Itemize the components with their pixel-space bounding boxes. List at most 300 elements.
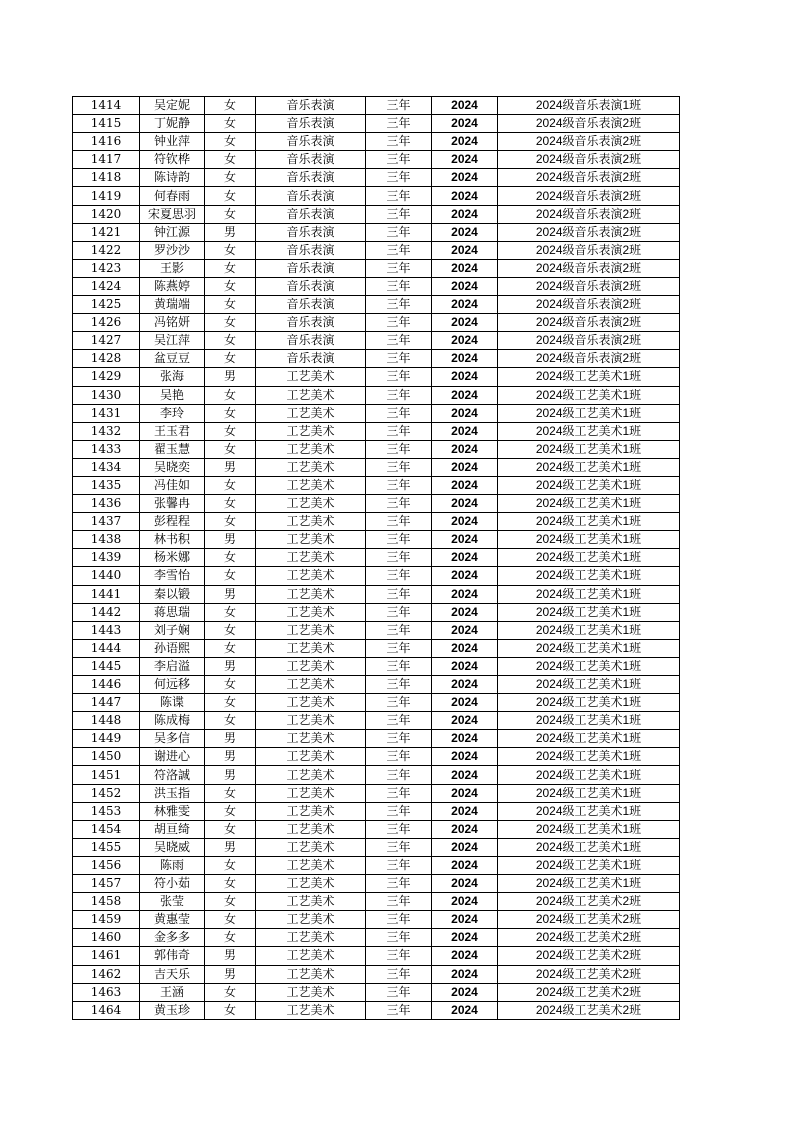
enrollment-year-cell: 2024 [432, 639, 498, 657]
student-number-cell: 1464 [73, 1001, 140, 1019]
enrollment-year-cell: 2024 [432, 856, 498, 874]
table-row [73, 151, 680, 169]
student-number-cell: 1423 [73, 259, 140, 277]
student-number-cell: 1429 [73, 368, 140, 386]
duration-cell: 三年 [366, 205, 432, 223]
student-name-cell: 彭程程 [140, 513, 205, 531]
gender-cell: 女 [205, 929, 256, 947]
student-roster-table [72, 96, 680, 1020]
enrollment-year-cell: 2024 [432, 929, 498, 947]
major-cell: 工艺美术 [256, 712, 366, 730]
gender-cell: 女 [205, 241, 256, 259]
student-number-cell: 1428 [73, 350, 140, 368]
major-cell: 音乐表演 [256, 277, 366, 295]
gender-cell: 女 [205, 802, 256, 820]
table-row [73, 730, 680, 748]
class-name-cell: 2024级工艺美术1班 [498, 766, 680, 784]
enrollment-year-cell: 2024 [432, 368, 498, 386]
duration-cell: 三年 [366, 893, 432, 911]
gender-cell: 男 [205, 657, 256, 675]
class-name-cell: 2024级工艺美术1班 [498, 549, 680, 567]
student-name-cell: 钟江源 [140, 223, 205, 241]
enrollment-year-cell: 2024 [432, 893, 498, 911]
student-name-cell: 冯铭妍 [140, 314, 205, 332]
student-name-cell: 张莹 [140, 893, 205, 911]
gender-cell: 女 [205, 603, 256, 621]
gender-cell: 男 [205, 531, 256, 549]
student-name-cell: 陈诗韵 [140, 169, 205, 187]
gender-cell: 女 [205, 97, 256, 115]
class-name-cell: 2024级音乐表演2班 [498, 151, 680, 169]
major-cell: 工艺美术 [256, 911, 366, 929]
table-row [73, 115, 680, 133]
student-name-cell: 陈燕婷 [140, 277, 205, 295]
table-row [73, 495, 680, 513]
table-row [73, 549, 680, 567]
student-name-cell: 吴多信 [140, 730, 205, 748]
duration-cell: 三年 [366, 458, 432, 476]
enrollment-year-cell: 2024 [432, 332, 498, 350]
table-row [73, 766, 680, 784]
class-name-cell: 2024级工艺美术1班 [498, 440, 680, 458]
student-number-cell: 1454 [73, 820, 140, 838]
student-name-cell: 林书积 [140, 531, 205, 549]
class-name-cell: 2024级工艺美术1班 [498, 712, 680, 730]
class-name-cell: 2024级工艺美术2班 [498, 947, 680, 965]
table-row [73, 893, 680, 911]
table-row [73, 368, 680, 386]
enrollment-year-cell: 2024 [432, 223, 498, 241]
table-row [73, 241, 680, 259]
enrollment-year-cell: 2024 [432, 495, 498, 513]
major-cell: 工艺美术 [256, 404, 366, 422]
class-name-cell: 2024级工艺美术1班 [498, 621, 680, 639]
student-name-cell: 丁妮静 [140, 115, 205, 133]
enrollment-year-cell: 2024 [432, 911, 498, 929]
enrollment-year-cell: 2024 [432, 133, 498, 151]
duration-cell: 三年 [366, 422, 432, 440]
table-row [73, 983, 680, 1001]
major-cell: 音乐表演 [256, 241, 366, 259]
student-name-cell: 蒋思瑞 [140, 603, 205, 621]
duration-cell: 三年 [366, 332, 432, 350]
gender-cell: 女 [205, 495, 256, 513]
class-name-cell: 2024级音乐表演2班 [498, 277, 680, 295]
class-name-cell: 2024级工艺美术1班 [498, 748, 680, 766]
gender-cell: 女 [205, 133, 256, 151]
major-cell: 音乐表演 [256, 350, 366, 368]
duration-cell: 三年 [366, 748, 432, 766]
major-cell: 音乐表演 [256, 296, 366, 314]
major-cell: 工艺美术 [256, 983, 366, 1001]
class-name-cell: 2024级工艺美术1班 [498, 422, 680, 440]
student-number-cell: 1440 [73, 567, 140, 585]
class-name-cell: 2024级音乐表演2班 [498, 259, 680, 277]
enrollment-year-cell: 2024 [432, 1001, 498, 1019]
gender-cell: 男 [205, 965, 256, 983]
class-name-cell: 2024级音乐表演2班 [498, 115, 680, 133]
table-row [73, 621, 680, 639]
major-cell: 工艺美术 [256, 476, 366, 494]
major-cell: 音乐表演 [256, 151, 366, 169]
duration-cell: 三年 [366, 368, 432, 386]
student-number-cell: 1456 [73, 856, 140, 874]
enrollment-year-cell: 2024 [432, 386, 498, 404]
table-row [73, 676, 680, 694]
duration-cell: 三年 [366, 694, 432, 712]
student-name-cell: 孙语熙 [140, 639, 205, 657]
enrollment-year-cell: 2024 [432, 748, 498, 766]
gender-cell: 男 [205, 585, 256, 603]
duration-cell: 三年 [366, 259, 432, 277]
gender-cell: 女 [205, 549, 256, 567]
major-cell: 工艺美术 [256, 531, 366, 549]
table-row [73, 965, 680, 983]
enrollment-year-cell: 2024 [432, 169, 498, 187]
duration-cell: 三年 [366, 983, 432, 1001]
gender-cell: 男 [205, 748, 256, 766]
class-name-cell: 2024级工艺美术1班 [498, 657, 680, 675]
gender-cell: 女 [205, 694, 256, 712]
major-cell: 工艺美术 [256, 603, 366, 621]
student-name-cell: 胡亘绮 [140, 820, 205, 838]
student-number-cell: 1430 [73, 386, 140, 404]
table-row [73, 476, 680, 494]
class-name-cell: 2024级工艺美术1班 [498, 694, 680, 712]
student-number-cell: 1448 [73, 712, 140, 730]
class-name-cell: 2024级音乐表演2班 [498, 296, 680, 314]
enrollment-year-cell: 2024 [432, 187, 498, 205]
student-number-cell: 1451 [73, 766, 140, 784]
student-number-cell: 1436 [73, 495, 140, 513]
class-name-cell: 2024级工艺美术1班 [498, 603, 680, 621]
student-number-cell: 1420 [73, 205, 140, 223]
gender-cell: 女 [205, 169, 256, 187]
duration-cell: 三年 [366, 404, 432, 422]
student-name-cell: 林雅雯 [140, 802, 205, 820]
gender-cell: 女 [205, 332, 256, 350]
major-cell: 工艺美术 [256, 1001, 366, 1019]
enrollment-year-cell: 2024 [432, 730, 498, 748]
major-cell: 音乐表演 [256, 332, 366, 350]
class-name-cell: 2024级音乐表演2班 [498, 332, 680, 350]
student-name-cell: 符小茹 [140, 875, 205, 893]
gender-cell: 女 [205, 151, 256, 169]
student-name-cell: 王影 [140, 259, 205, 277]
table-row [73, 947, 680, 965]
class-name-cell: 2024级工艺美术1班 [498, 531, 680, 549]
student-name-cell: 谢进心 [140, 748, 205, 766]
enrollment-year-cell: 2024 [432, 549, 498, 567]
table-row [73, 657, 680, 675]
gender-cell: 女 [205, 621, 256, 639]
student-number-cell: 1414 [73, 97, 140, 115]
gender-cell: 女 [205, 314, 256, 332]
enrollment-year-cell: 2024 [432, 820, 498, 838]
student-number-cell: 1444 [73, 639, 140, 657]
roster-table-body [73, 97, 680, 1020]
enrollment-year-cell: 2024 [432, 115, 498, 133]
duration-cell: 三年 [366, 495, 432, 513]
student-name-cell: 王玉君 [140, 422, 205, 440]
student-number-cell: 1424 [73, 277, 140, 295]
student-number-cell: 1432 [73, 422, 140, 440]
gender-cell: 女 [205, 911, 256, 929]
student-number-cell: 1457 [73, 875, 140, 893]
student-name-cell: 罗沙沙 [140, 241, 205, 259]
major-cell: 音乐表演 [256, 133, 366, 151]
duration-cell: 三年 [366, 875, 432, 893]
major-cell: 工艺美术 [256, 549, 366, 567]
major-cell: 工艺美术 [256, 585, 366, 603]
student-number-cell: 1422 [73, 241, 140, 259]
enrollment-year-cell: 2024 [432, 97, 498, 115]
duration-cell: 三年 [366, 911, 432, 929]
student-number-cell: 1460 [73, 929, 140, 947]
student-number-cell: 1418 [73, 169, 140, 187]
student-number-cell: 1438 [73, 531, 140, 549]
duration-cell: 三年 [366, 730, 432, 748]
duration-cell: 三年 [366, 585, 432, 603]
class-name-cell: 2024级工艺美术1班 [498, 404, 680, 422]
duration-cell: 三年 [366, 513, 432, 531]
duration-cell: 三年 [366, 531, 432, 549]
gender-cell: 女 [205, 404, 256, 422]
student-name-cell: 何春雨 [140, 187, 205, 205]
gender-cell: 女 [205, 440, 256, 458]
table-row [73, 802, 680, 820]
student-number-cell: 1446 [73, 676, 140, 694]
student-name-cell: 张馨冉 [140, 495, 205, 513]
table-row [73, 712, 680, 730]
student-number-cell: 1415 [73, 115, 140, 133]
table-row [73, 277, 680, 295]
table-row [73, 259, 680, 277]
gender-cell: 男 [205, 458, 256, 476]
class-name-cell: 2024级工艺美术2班 [498, 965, 680, 983]
major-cell: 工艺美术 [256, 893, 366, 911]
duration-cell: 三年 [366, 820, 432, 838]
class-name-cell: 2024级音乐表演2班 [498, 350, 680, 368]
gender-cell: 女 [205, 893, 256, 911]
student-name-cell: 吴艳 [140, 386, 205, 404]
class-name-cell: 2024级工艺美术1班 [498, 676, 680, 694]
table-row [73, 187, 680, 205]
gender-cell: 男 [205, 730, 256, 748]
gender-cell: 女 [205, 875, 256, 893]
student-number-cell: 1425 [73, 296, 140, 314]
student-number-cell: 1442 [73, 603, 140, 621]
student-number-cell: 1419 [73, 187, 140, 205]
major-cell: 工艺美术 [256, 567, 366, 585]
table-row [73, 314, 680, 332]
enrollment-year-cell: 2024 [432, 151, 498, 169]
table-row [73, 856, 680, 874]
enrollment-year-cell: 2024 [432, 585, 498, 603]
major-cell: 工艺美术 [256, 694, 366, 712]
table-row [73, 929, 680, 947]
major-cell: 工艺美术 [256, 422, 366, 440]
student-name-cell: 黄瑞端 [140, 296, 205, 314]
gender-cell: 女 [205, 639, 256, 657]
class-name-cell: 2024级音乐表演2班 [498, 133, 680, 151]
class-name-cell: 2024级工艺美术2班 [498, 929, 680, 947]
enrollment-year-cell: 2024 [432, 983, 498, 1001]
class-name-cell: 2024级工艺美术1班 [498, 386, 680, 404]
table-row [73, 639, 680, 657]
student-name-cell: 张海 [140, 368, 205, 386]
student-name-cell: 秦以锻 [140, 585, 205, 603]
table-row [73, 694, 680, 712]
duration-cell: 三年 [366, 314, 432, 332]
student-name-cell: 洪玉指 [140, 784, 205, 802]
student-number-cell: 1426 [73, 314, 140, 332]
gender-cell: 女 [205, 676, 256, 694]
major-cell: 音乐表演 [256, 223, 366, 241]
major-cell: 工艺美术 [256, 929, 366, 947]
student-number-cell: 1435 [73, 476, 140, 494]
table-row [73, 386, 680, 404]
table-row [73, 875, 680, 893]
enrollment-year-cell: 2024 [432, 784, 498, 802]
duration-cell: 三年 [366, 947, 432, 965]
table-row [73, 838, 680, 856]
major-cell: 音乐表演 [256, 169, 366, 187]
enrollment-year-cell: 2024 [432, 712, 498, 730]
student-number-cell: 1445 [73, 657, 140, 675]
enrollment-year-cell: 2024 [432, 694, 498, 712]
duration-cell: 三年 [366, 223, 432, 241]
duration-cell: 三年 [366, 621, 432, 639]
student-name-cell: 李雪怡 [140, 567, 205, 585]
major-cell: 音乐表演 [256, 205, 366, 223]
student-number-cell: 1462 [73, 965, 140, 983]
class-name-cell: 2024级工艺美术1班 [498, 784, 680, 802]
duration-cell: 三年 [366, 386, 432, 404]
class-name-cell: 2024级工艺美术2班 [498, 893, 680, 911]
student-number-cell: 1433 [73, 440, 140, 458]
student-name-cell: 李启溢 [140, 657, 205, 675]
student-number-cell: 1452 [73, 784, 140, 802]
gender-cell: 女 [205, 205, 256, 223]
student-name-cell: 何远移 [140, 676, 205, 694]
duration-cell: 三年 [366, 97, 432, 115]
gender-cell: 女 [205, 712, 256, 730]
gender-cell: 女 [205, 983, 256, 1001]
class-name-cell: 2024级工艺美术1班 [498, 495, 680, 513]
table-row [73, 169, 680, 187]
student-number-cell: 1441 [73, 585, 140, 603]
student-name-cell: 王涵 [140, 983, 205, 1001]
enrollment-year-cell: 2024 [432, 422, 498, 440]
student-number-cell: 1437 [73, 513, 140, 531]
table-row [73, 350, 680, 368]
student-name-cell: 杨米娜 [140, 549, 205, 567]
student-name-cell: 冯佳如 [140, 476, 205, 494]
major-cell: 工艺美术 [256, 513, 366, 531]
class-name-cell: 2024级工艺美术1班 [498, 856, 680, 874]
enrollment-year-cell: 2024 [432, 621, 498, 639]
gender-cell: 男 [205, 838, 256, 856]
student-name-cell: 郭伟奇 [140, 947, 205, 965]
duration-cell: 三年 [366, 296, 432, 314]
gender-cell: 女 [205, 1001, 256, 1019]
class-name-cell: 2024级工艺美术1班 [498, 567, 680, 585]
class-name-cell: 2024级工艺美术1班 [498, 476, 680, 494]
duration-cell: 三年 [366, 676, 432, 694]
gender-cell: 女 [205, 856, 256, 874]
enrollment-year-cell: 2024 [432, 350, 498, 368]
major-cell: 工艺美术 [256, 766, 366, 784]
table-row [73, 458, 680, 476]
student-number-cell: 1458 [73, 893, 140, 911]
gender-cell: 男 [205, 223, 256, 241]
student-name-cell: 陈谍 [140, 694, 205, 712]
enrollment-year-cell: 2024 [432, 440, 498, 458]
class-name-cell: 2024级音乐表演2班 [498, 241, 680, 259]
student-number-cell: 1461 [73, 947, 140, 965]
duration-cell: 三年 [366, 802, 432, 820]
major-cell: 工艺美术 [256, 676, 366, 694]
table-row [73, 585, 680, 603]
enrollment-year-cell: 2024 [432, 404, 498, 422]
duration-cell: 三年 [366, 929, 432, 947]
enrollment-year-cell: 2024 [432, 296, 498, 314]
gender-cell: 女 [205, 277, 256, 295]
gender-cell: 女 [205, 476, 256, 494]
table-row [73, 133, 680, 151]
student-name-cell: 吉天乐 [140, 965, 205, 983]
student-name-cell: 吴定妮 [140, 97, 205, 115]
student-number-cell: 1455 [73, 838, 140, 856]
class-name-cell: 2024级工艺美术1班 [498, 838, 680, 856]
table-row [73, 603, 680, 621]
enrollment-year-cell: 2024 [432, 766, 498, 784]
gender-cell: 女 [205, 259, 256, 277]
class-name-cell: 2024级音乐表演2班 [498, 187, 680, 205]
table-row [73, 911, 680, 929]
class-name-cell: 2024级工艺美术2班 [498, 1001, 680, 1019]
student-number-cell: 1449 [73, 730, 140, 748]
enrollment-year-cell: 2024 [432, 965, 498, 983]
major-cell: 工艺美术 [256, 657, 366, 675]
major-cell: 工艺美术 [256, 495, 366, 513]
major-cell: 工艺美术 [256, 621, 366, 639]
table-row [73, 531, 680, 549]
enrollment-year-cell: 2024 [432, 241, 498, 259]
student-number-cell: 1434 [73, 458, 140, 476]
enrollment-year-cell: 2024 [432, 205, 498, 223]
duration-cell: 三年 [366, 133, 432, 151]
table-row [73, 205, 680, 223]
class-name-cell: 2024级工艺美术1班 [498, 513, 680, 531]
major-cell: 工艺美术 [256, 748, 366, 766]
student-number-cell: 1463 [73, 983, 140, 1001]
table-row [73, 97, 680, 115]
class-name-cell: 2024级工艺美术2班 [498, 911, 680, 929]
major-cell: 工艺美术 [256, 802, 366, 820]
class-name-cell: 2024级音乐表演2班 [498, 223, 680, 241]
major-cell: 工艺美术 [256, 820, 366, 838]
student-name-cell: 陈雨 [140, 856, 205, 874]
major-cell: 工艺美术 [256, 440, 366, 458]
table-row [73, 296, 680, 314]
duration-cell: 三年 [366, 115, 432, 133]
major-cell: 工艺美术 [256, 784, 366, 802]
gender-cell: 女 [205, 567, 256, 585]
student-number-cell: 1443 [73, 621, 140, 639]
enrollment-year-cell: 2024 [432, 657, 498, 675]
